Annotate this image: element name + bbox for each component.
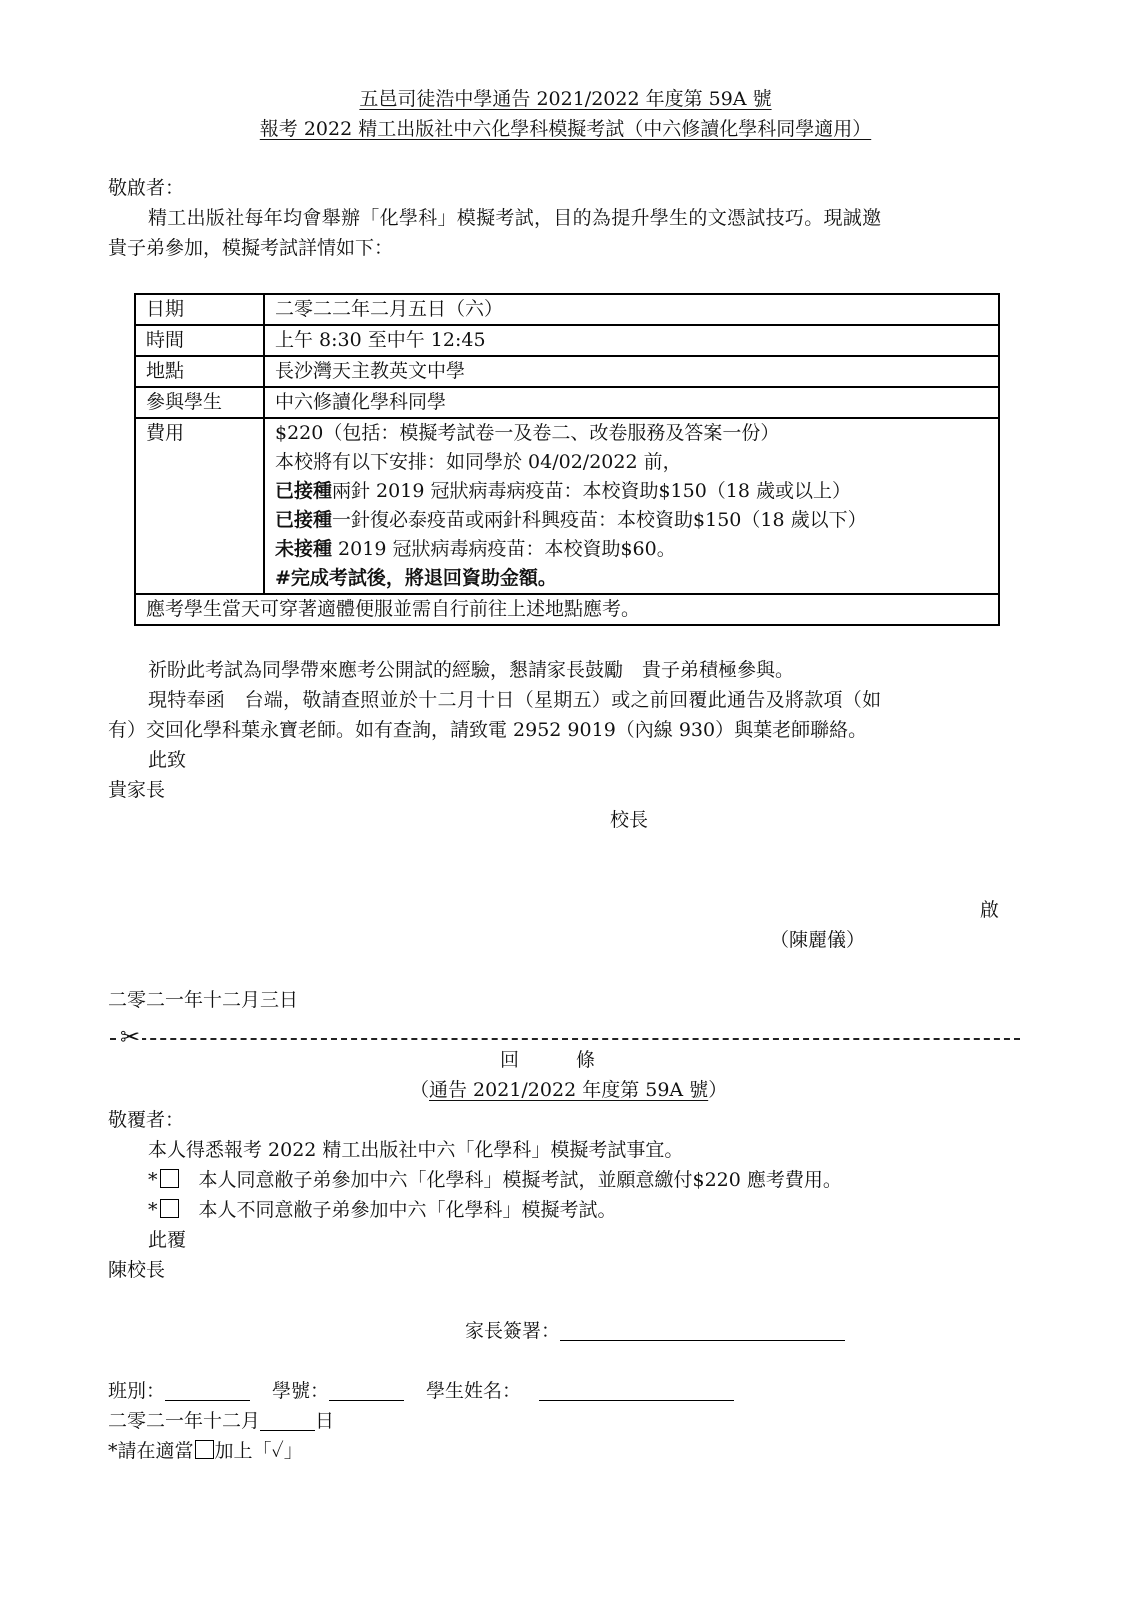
disagree-option-text: 本人不同意敝子弟參加中六「化學科」模擬考試。 bbox=[198, 1199, 617, 1221]
reply-line-1: 本人得悉報考 2022 精工出版社中六「化學科」模擬考試事宜。 bbox=[148, 1139, 684, 1161]
fee-line-1: $220（包括：模擬考試卷一及卷二、改卷服務及答案一份） bbox=[275, 422, 780, 444]
table-row bbox=[135, 356, 999, 387]
fee-line-2: 本校將有以下安排：如同學於 04/02/2022 前， bbox=[275, 451, 682, 473]
notice-date: 二零二一年十二月三日 bbox=[108, 989, 299, 1011]
reply-ref-open: （ bbox=[410, 1079, 430, 1101]
fee-line-4 bbox=[275, 506, 988, 535]
signature-field[interactable] bbox=[560, 1318, 845, 1341]
fee-bold-unvaccinated: 未接種 bbox=[275, 538, 333, 560]
asterisk: * bbox=[148, 1169, 158, 1191]
intro-line-2: 貴子弟參加，模擬考試詳情如下： bbox=[108, 237, 394, 259]
paragraph-1: 祈盼此考試為同學帶來應考公開試的經驗，懇請家長鼓勵 貴子弟積極參與。 bbox=[148, 659, 795, 681]
paragraph-2-line-2: 有）交回化學科葉永寶老師。如有查詢，請致電 2952 9019（內線 930）與葉老師聯絡。 bbox=[108, 719, 868, 741]
intro-line-1: 精工出版社每年均會舉辦「化學科」模擬考試，目的為提升學生的文憑試技巧。現誠邀 bbox=[148, 207, 882, 229]
number-label: 學號： bbox=[272, 1380, 330, 1402]
reply-closing: 此覆 bbox=[148, 1229, 187, 1251]
reply-ref-text: 通告 2021/2022 年度第 59A 號 bbox=[429, 1079, 709, 1101]
table-row bbox=[135, 418, 999, 594]
fee-line-3-text: 兩針 2019 冠狀病毒病疫苗：本校資助$150（18 歲或以上） bbox=[332, 480, 852, 502]
agree-option bbox=[148, 1165, 842, 1195]
scissors-icon: ✂ bbox=[120, 1023, 141, 1051]
time-value: 上午 8:30 至中午 12:45 bbox=[264, 325, 999, 356]
fee-line-4-text: 一針復必泰疫苗或兩針科興疫苗：本校資助$150（18 歲以下） bbox=[332, 509, 867, 531]
students-label: 參與學生 bbox=[135, 387, 264, 418]
disagree-option bbox=[148, 1195, 617, 1225]
fee-value bbox=[264, 418, 999, 594]
exam-details-table bbox=[134, 293, 1000, 626]
name-label: 學生姓名： bbox=[426, 1380, 522, 1402]
reply-reference bbox=[410, 1075, 727, 1105]
student-name-field[interactable] bbox=[539, 1378, 734, 1401]
reply-date-row bbox=[108, 1406, 334, 1436]
fee-bold-vaccinated: 已接種 bbox=[275, 480, 333, 502]
principal-title: 校長 bbox=[610, 809, 649, 831]
day-field[interactable] bbox=[260, 1408, 315, 1431]
signature-label: 家長簽署： bbox=[465, 1320, 561, 1342]
fee-line-6 bbox=[275, 564, 988, 593]
fee-label: 費用 bbox=[135, 418, 264, 594]
reply-title: 回 條 bbox=[500, 1049, 596, 1071]
reply-salutation: 敬覆者： bbox=[108, 1109, 185, 1131]
checkbox-sample-icon bbox=[195, 1440, 214, 1459]
agree-checkbox[interactable] bbox=[160, 1169, 179, 1188]
reply-date-suffix: 日 bbox=[315, 1410, 335, 1432]
table-row bbox=[135, 387, 999, 418]
asterisk: * bbox=[148, 1199, 158, 1221]
number-field[interactable] bbox=[329, 1378, 404, 1401]
table-row bbox=[135, 594, 999, 625]
footnote bbox=[108, 1436, 303, 1466]
signature-row bbox=[465, 1316, 845, 1346]
footnote-suffix: 加上「✓」 bbox=[214, 1440, 303, 1462]
paragraph-2-line-1: 現特奉函 台端，敬請查照並於十二月十日（星期五）或之前回覆此通告及將款項（如 bbox=[148, 689, 882, 711]
table-note: 應考學生當天可穿著適體便服並需自行前往上述地點應考。 bbox=[135, 594, 999, 625]
table-row bbox=[135, 294, 999, 325]
venue-label: 地點 bbox=[135, 356, 264, 387]
fee-line-3 bbox=[275, 477, 988, 506]
reply-ref-close: ） bbox=[708, 1079, 728, 1101]
time-label: 時間 bbox=[135, 325, 264, 356]
students-value: 中六修讀化學科同學 bbox=[264, 387, 999, 418]
salutation: 敬啟者： bbox=[108, 177, 185, 199]
principal-name: （陳麗儀） bbox=[770, 929, 866, 951]
venue-value: 長沙灣天主教英文中學 bbox=[264, 356, 999, 387]
fee-line-5-text: 2019 冠狀病毒病疫苗：本校資助$60。 bbox=[332, 538, 676, 560]
class-label: 班別： bbox=[108, 1380, 166, 1402]
date-label: 日期 bbox=[135, 294, 264, 325]
student-info-row bbox=[108, 1376, 734, 1406]
cut-line bbox=[110, 1038, 1020, 1040]
date-value: 二零二二年二月五日（六） bbox=[264, 294, 999, 325]
reply-addressee: 陳校長 bbox=[108, 1259, 166, 1281]
disagree-checkbox[interactable] bbox=[160, 1199, 179, 1218]
closing: 此致 bbox=[148, 749, 187, 771]
footnote-prefix: *請在適當 bbox=[108, 1440, 194, 1462]
class-field[interactable] bbox=[165, 1378, 250, 1401]
notice-subtitle: 報考 2022 精工出版社中六化學科模擬考試（中六修讀化學科同學適用） bbox=[259, 118, 872, 140]
fee-bold-vaccinated: 已接種 bbox=[275, 509, 333, 531]
table-row bbox=[135, 325, 999, 356]
qi-mark: 啟 bbox=[980, 899, 1000, 921]
addressee: 貴家長 bbox=[108, 779, 166, 801]
notice-title: 五邑司徒浩中學通告 2021/2022 年度第 59A 號 bbox=[359, 88, 772, 110]
refund-note: #完成考試後，將退回資助金額。 bbox=[275, 567, 557, 589]
reply-date-prefix: 二零二一年十二月 bbox=[108, 1410, 261, 1432]
agree-option-text: 本人同意敝子弟參加中六「化學科」模擬考試，並願意繳付$220 應考費用。 bbox=[198, 1169, 842, 1191]
fee-line-5 bbox=[275, 535, 988, 564]
